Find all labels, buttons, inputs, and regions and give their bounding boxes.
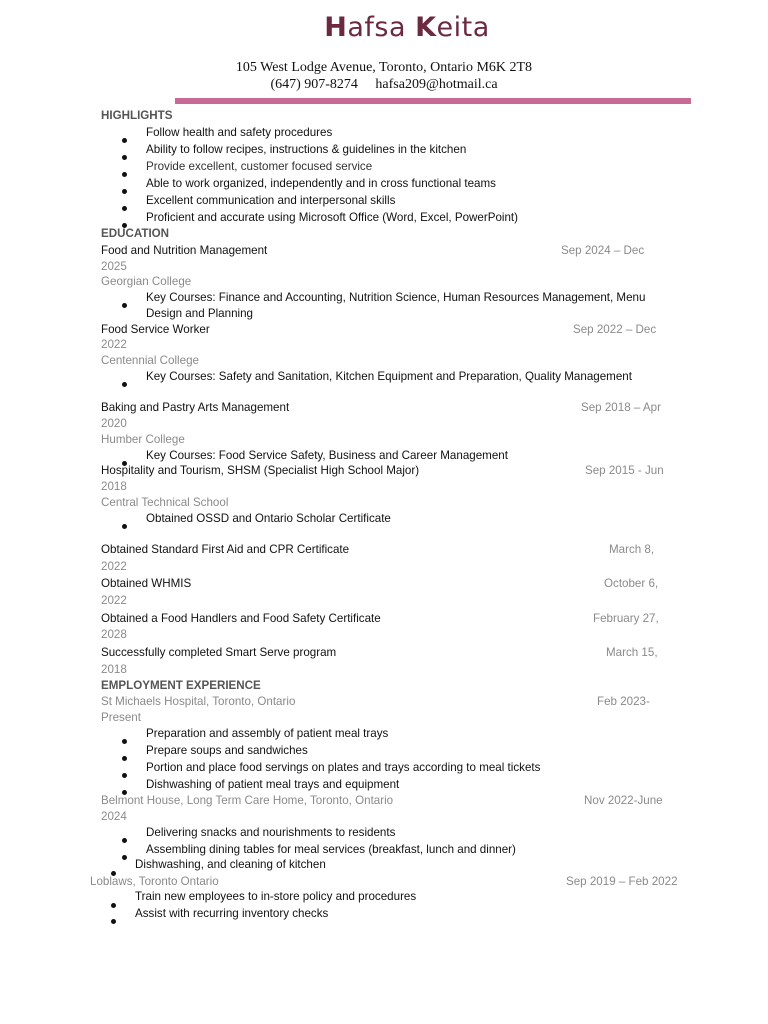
education-date-end: 2018	[101, 480, 127, 493]
bullet-icon	[122, 516, 127, 534]
education-date: Sep 2018 – Apr	[581, 401, 661, 414]
education-date-end: 2022	[101, 338, 127, 351]
education-course-line: Key Courses: Finance and Accounting, Nutrition Science, Human Resources Management, Menu	[146, 291, 646, 304]
bullet-icon	[122, 181, 127, 199]
bullet-icon	[122, 198, 127, 216]
certificate-date: February 27,	[593, 612, 659, 625]
bullet-icon	[122, 164, 127, 182]
job-duty: Dishwashing, and cleaning of kitchen	[135, 858, 326, 871]
header-divider	[175, 98, 691, 104]
education-school: Centennial College	[101, 354, 199, 367]
job-duty: Dishwashing of patient meal trays and equipment	[146, 778, 400, 791]
education-program: Food and Nutrition Management	[101, 244, 268, 257]
section-heading-education: EDUCATION	[101, 227, 170, 240]
section-heading-highlights: HIGHLIGHTS	[101, 109, 173, 122]
education-program: Food Service Worker	[101, 323, 210, 336]
job-duty: Portion and place food servings on plates and trays according to meal tickets	[146, 761, 541, 774]
job-duty: Assembling dining tables for meal services (breakfast, lunch and dinner)	[146, 843, 516, 856]
education-date: Sep 2024 – Dec	[561, 244, 645, 257]
bullet-icon	[122, 748, 127, 766]
job-date: Feb 2023-	[597, 695, 650, 708]
highlight-item: Able to work organized, independently and in cross functional teams	[146, 177, 496, 190]
bullet-icon	[122, 731, 127, 749]
job-employer: Belmont House, Long Term Care Home, Toronto, Ontario	[101, 794, 394, 807]
education-course-line: Design and Planning	[146, 307, 253, 320]
job-duty: Delivering snacks and nourishments to residents	[146, 826, 396, 839]
bullet-icon	[122, 147, 127, 165]
candidate-name: Hafsa Keita	[324, 12, 490, 43]
certificate-date: October 6,	[604, 577, 659, 590]
certificate-title: Obtained WHMIS	[101, 577, 192, 590]
education-date: Sep 2015 - Jun	[585, 464, 664, 477]
job-duty: Preparation and assembly of patient meal trays	[146, 727, 389, 740]
job-date: Sep 2019 – Feb 2022	[566, 875, 678, 888]
education-program: Hospitality and Tourism, SHSM (Specialist High School Major)	[101, 464, 420, 477]
job-employer: St Michaels Hospital, Toronto, Ontario	[101, 695, 296, 708]
education-date: Sep 2022 – Dec	[573, 323, 657, 336]
contact-phone-email: (647) 907-8274 hafsa209@hotmail.ca	[270, 77, 498, 92]
job-date-end: Present	[101, 711, 141, 724]
education-date-end: 2020	[101, 417, 127, 430]
contact-address: 105 West Lodge Avenue, Toronto, Ontario M6K 2T8	[235, 60, 533, 75]
certificate-year: 2028	[101, 628, 127, 641]
bullet-icon	[122, 847, 127, 865]
bullet-icon	[111, 911, 116, 929]
highlight-item: Ability to follow recipes, instructions & guidelines in the kitchen	[146, 143, 467, 156]
highlight-item: Excellent communication and interpersonal skills	[146, 194, 396, 207]
education-school: Central Technical School	[101, 496, 229, 509]
certificate-title: Obtained Standard First Aid and CPR Certificate	[101, 543, 350, 556]
highlight-item: Proficient and accurate using Microsoft Office (Word, Excel, PowerPoint)	[146, 211, 519, 224]
job-duty: Train new employees to in-store policy and procedures	[135, 890, 417, 903]
education-program: Baking and Pastry Arts Management	[101, 401, 290, 414]
certificate-date: March 15,	[606, 646, 658, 659]
education-school: Humber College	[101, 433, 185, 446]
education-course-line: Key Courses: Safety and Sanitation, Kitchen Equipment and Preparation, Quality Management	[146, 370, 632, 383]
education-school: Georgian College	[101, 275, 192, 288]
education-date-end: 2025	[101, 260, 127, 273]
certificate-year: 2022	[101, 560, 127, 573]
certificate-year: 2018	[101, 663, 127, 676]
education-course-line: Key Courses: Food Service Safety, Business and Career Management	[146, 449, 508, 462]
job-employer: Loblaws, Toronto Ontario	[90, 875, 219, 888]
highlight-item: Follow health and safety procedures	[146, 126, 333, 139]
certificate-date: March 8,	[609, 543, 655, 556]
job-date-end: 2024	[101, 810, 127, 823]
job-date: Nov 2022-June	[584, 794, 663, 807]
bullet-icon	[122, 765, 127, 783]
bullet-icon	[122, 830, 127, 848]
job-duty: Assist with recurring inventory checks	[135, 907, 329, 920]
job-duty: Prepare soups and sandwiches	[146, 744, 308, 757]
bullet-icon	[122, 295, 127, 313]
bullet-icon	[122, 130, 127, 148]
certificate-title: Successfully completed Smart Serve program	[101, 646, 337, 659]
section-heading-employment: EMPLOYMENT EXPERIENCE	[101, 679, 261, 692]
bullet-icon	[122, 374, 127, 392]
highlight-item: Provide excellent, customer focused service	[146, 160, 373, 173]
certificate-year: 2022	[101, 594, 127, 607]
education-course-line: Obtained OSSD and Ontario Scholar Certificate	[146, 512, 391, 525]
certificate-title: Obtained a Food Handlers and Food Safety Certificate	[101, 612, 381, 625]
